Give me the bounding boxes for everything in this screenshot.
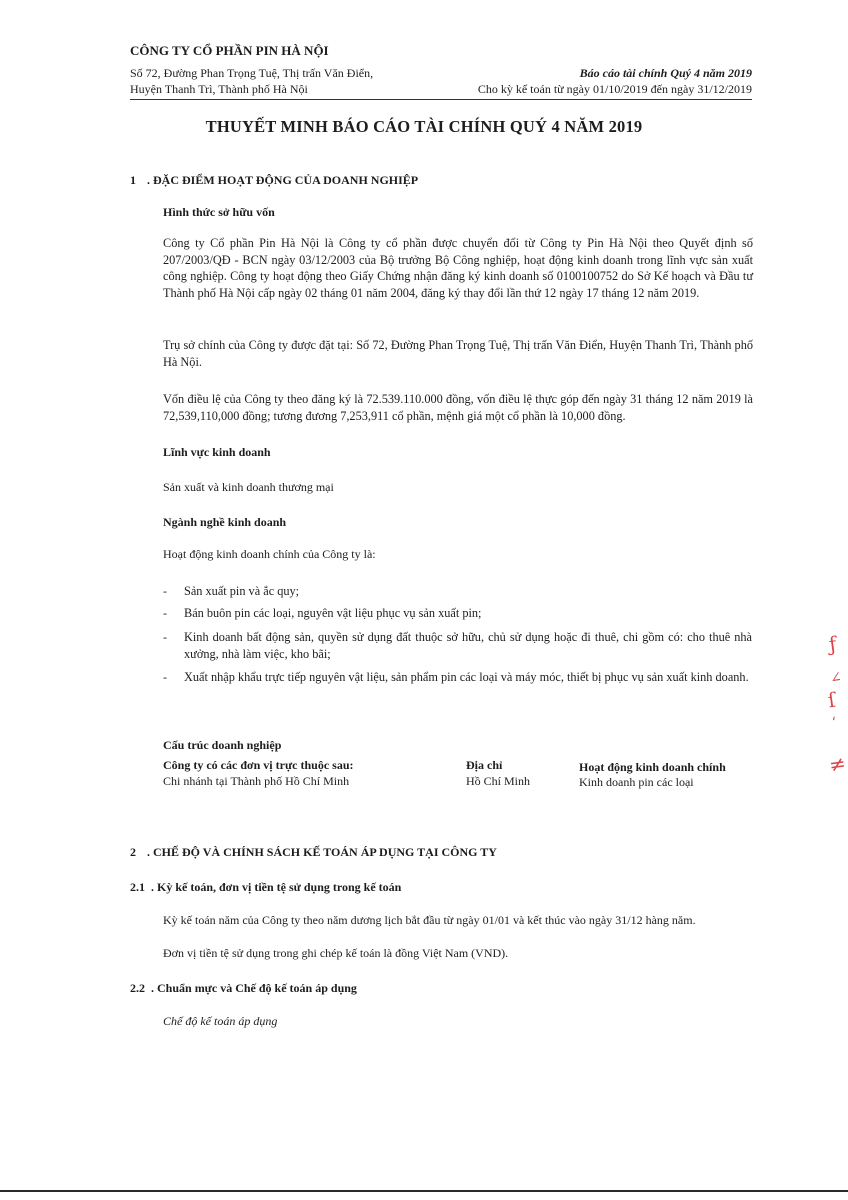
structure-row-address: Hồ Chí Minh	[466, 774, 531, 788]
company-address-line1: Số 72, Đường Phan Trọng Tuệ, Thị trấn Văn Điển,	[130, 66, 374, 80]
stamp-fragment: ʻ	[830, 714, 838, 732]
page-bottom-edge	[0, 1190, 848, 1192]
section1-title: . ĐẶC ĐIỂM HOẠT ĐỘNG CỦA DOANH NGHIỆP	[147, 173, 419, 187]
section1-number: 1	[130, 173, 136, 187]
report-period: Cho kỳ kế toán từ ngày 01/10/2019 đến ngày 31/12/2019	[477, 82, 752, 96]
section2-title: . CHẾ ĐỘ VÀ CHÍNH SÁCH KẾ TOÁN ÁP DỤNG TẠI CÔNG TY	[147, 845, 497, 859]
industry-item: Sản xuất pin và ắc quy;	[184, 584, 300, 598]
stamp-fragment: ſ	[826, 687, 838, 713]
subsection-2-1-title: . Kỳ kế toán, đơn vị tiền tệ sử dụng trong kế toán	[151, 880, 402, 894]
stamp-fragment: ƒ	[827, 631, 839, 657]
bullet-dash: -	[163, 630, 167, 644]
accounting-regime-subheading: Chế độ kế toán áp dụng	[163, 1014, 278, 1028]
structure-col-address: Địa chỉ	[466, 758, 503, 772]
structure-row-name: Chi nhánh tại Thành phố Hồ Chí Minh	[163, 774, 350, 788]
report-title: Báo cáo tài chính Quý 4 năm 2019	[579, 66, 752, 80]
ownership-paragraph: Công ty Cổ phần Pin Hà Nội là Công ty cổ phần được chuyển đổi từ Công ty Pin Hà Nội theo Quyết định số 207/2003/QĐ - BCN ngày 03/12/2003 của Bộ trưởng Bộ Công nghiệp, hoạt động kinh doanh trong lĩnh vực sản xuất công nghiệp. Công ty hoạt động theo Giấy Chứng nhận đăng ký kinh doanh số 0100100752 do Sở Kế hoạch và Đầu tư Thành phố Hà Nội cấp ngày 02 tháng 01 năm 2004, đăng ký thay đổi lần thứ 12 ngày 17 tháng 12 năm 2019.	[163, 236, 753, 300]
structure-col-units: Công ty có các đơn vị trực thuộc sau:	[163, 758, 354, 772]
subsection-2-2-title: . Chuẩn mực và Chế độ kế toán áp dụng	[151, 981, 357, 995]
capital-paragraph: Vốn điều lệ của Công ty theo đăng ký là 72.539.110.000 đồng, vốn điều lệ thực góp đến ngày 31 tháng 12 năm 2019 là 72,539,110,000 đồng; tương đương 7,253,911 cổ phần, mệnh giá một cổ phần là 10,000 đồng.	[163, 392, 753, 423]
industry-item: Bán buôn pin các loại, nguyên vật liệu phục vụ sản xuất pin;	[184, 606, 482, 620]
industry-heading: Ngành nghề kinh doanh	[163, 515, 287, 529]
bullet-dash: -	[163, 584, 167, 598]
business-field-heading: Lĩnh vực kinh doanh	[163, 445, 271, 459]
document-title: THUYẾT MINH BÁO CÁO TÀI CHÍNH QUÝ 4 NĂM 2019	[205, 117, 643, 136]
company-address-line2: Huyện Thanh Trì, Thành phố Hà Nội	[130, 82, 308, 96]
structure-row-activity: Kinh doanh pin các loại	[579, 775, 694, 789]
structure-col-activity: Hoạt động kinh doanh chính	[579, 760, 726, 774]
ownership-heading: Hình thức sở hữu vốn	[163, 205, 275, 219]
stamp-fragment: ∠	[828, 669, 843, 687]
header-rule	[130, 99, 752, 100]
industry-item: Xuất nhập khẩu trực tiếp nguyên vật liệu, sản phẩm pin các loại và máy móc, thiết bị phục vụ sản xuất kinh doanh.	[184, 670, 749, 684]
headquarters-paragraph: Trụ sở chính của Công ty được đặt tại: Số 72, Đường Phan Trọng Tuệ, Thị trấn Văn Điển, Huyện Thanh Trì, Thành phố Hà Nội.	[163, 338, 753, 369]
industry-intro: Hoạt động kinh doanh chính của Công ty là:	[163, 547, 376, 561]
industry-item: Kinh doanh bất động sản, quyền sử dụng đất thuộc sở hữu, chủ sử dụng hoặc đi thuê, chi gồm có: cho thuê nhà xưởng, nhà làm việc, kho bãi;	[184, 630, 752, 661]
subsection-2-2-number: 2.2	[130, 981, 145, 995]
structure-heading: Cấu trúc doanh nghiệp	[163, 738, 282, 752]
section2-number: 2	[130, 845, 136, 859]
accounting-period-text: Kỳ kế toán năm của Công ty theo năm dương lịch bắt đầu từ ngày 01/01 và kết thúc vào ngày 31/12 hàng năm.	[163, 913, 696, 927]
stamp-fragment: ≠	[827, 750, 848, 778]
business-field-text: Sản xuất và kinh doanh thương mại	[163, 480, 334, 494]
company-name: CÔNG TY CỔ PHẦN PIN HÀ NỘI	[130, 43, 329, 58]
bullet-dash: -	[163, 670, 167, 684]
subsection-2-1-number: 2.1	[130, 880, 145, 894]
bullet-dash: -	[163, 606, 167, 620]
currency-text: Đơn vị tiền tệ sử dụng trong ghi chép kế toán là đồng Việt Nam (VND).	[163, 946, 509, 960]
